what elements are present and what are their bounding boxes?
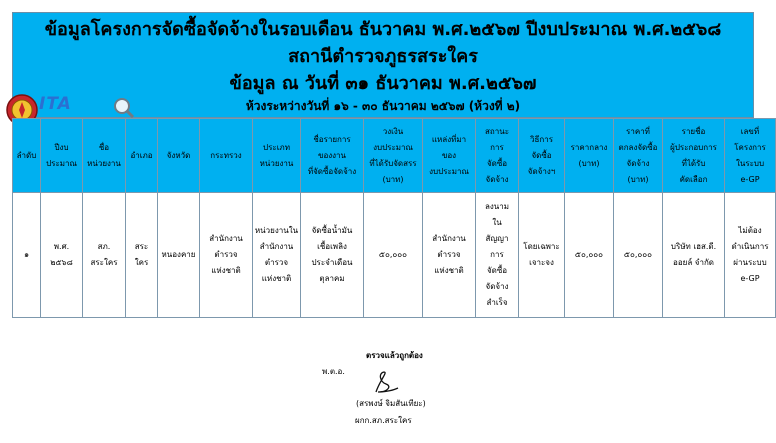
signer-name: (สรพงษ์ จิมสันเทียะ) <box>356 399 426 408</box>
column-header: สถานะ การ จัดซื้อ จัดจ้าง <box>476 119 519 193</box>
table-cell: ๕๐,๐๐๐ <box>565 193 614 318</box>
table-cell: สระ ใคร <box>126 193 158 318</box>
column-header: ชื่อ หน่วยงาน <box>83 119 126 193</box>
verified-label: ตรวจแล้วถูกต้อง <box>366 351 423 360</box>
signer-position: ผกก.สภ.สระใคร <box>355 416 412 425</box>
table-cell: ๕๐,๐๐๐ <box>364 193 423 318</box>
table-row <box>13 193 776 318</box>
column-header: วงเงิน งบประมาณ ที่ได้รับจัดสรร (บาท) <box>364 119 423 193</box>
table-cell: ลงนาม ใน สัญญา การ จัดซื้อ จัดจ้าง สำเร็จ <box>476 193 519 318</box>
column-header: รายชื่อ ผู้ประกอบการ ที่ได้รับ คัดเลือก <box>663 119 725 193</box>
station-name: สถานีตำรวจภูธรสระใคร <box>288 46 478 67</box>
report-header <box>12 12 754 118</box>
table-cell: ๑ <box>13 193 41 318</box>
table-cell: สำนักงาน ตำรวจ แห่งชาติ <box>200 193 253 318</box>
table-cell: จัดซื้อน้ำมัน เชื้อเพลิง ประจำเดือน ตุลาคม <box>301 193 364 318</box>
column-header: วิธีการ จัดซื้อ จัดจ้างฯ <box>519 119 565 193</box>
column-header: จังหวัด <box>158 119 200 193</box>
table-cell: หนองคาย <box>158 193 200 318</box>
table-cell: หน่วยงานใน สำนักงาน ตำรวจ แห่งชาติ <box>253 193 301 318</box>
column-header: ปีงบ ประมาณ <box>41 119 83 193</box>
column-header: อำเภอ <box>126 119 158 193</box>
procurement-table <box>12 118 776 318</box>
data-date: ข้อมูล ณ วันที่ ๓๑ ธันวาคม พ.ศ.๒๕๖๗ <box>229 73 537 94</box>
column-header: เลขที่ โครงการ ในระบบ e-GP <box>725 119 776 193</box>
table-cell: โดยเฉพาะ เจาะจง <box>519 193 565 318</box>
table-cell: บริษัท เฮส.ดี. ออยล์ จำกัด <box>663 193 725 318</box>
column-header: ลำดับ <box>13 119 41 193</box>
table-header-row <box>13 119 776 193</box>
period-range: ห้วงระหว่างวันที่ ๑๖ - ๓๐ ธันวาคม ๒๕๖๗ (ห้วงที่ ๒) <box>245 99 521 113</box>
table-cell: ๕๐,๐๐๐ <box>614 193 663 318</box>
column-header: ราคาที่ ตกลงจัดซื้อ จัดจ้าง (บาท) <box>614 119 663 193</box>
table-cell: พ.ศ. ๒๕๖๘ <box>41 193 83 318</box>
signer-rank: พ.ต.อ. <box>322 367 345 376</box>
handwritten-signature <box>366 370 402 396</box>
column-header: แหล่งที่มา ของ งบประมาณ <box>423 119 476 193</box>
magnifier-icon <box>111 97 135 119</box>
table-cell: ไม่ต้อง ดำเนินการ ผ่านระบบ e-GP <box>725 193 776 318</box>
table-cell: สำนักงาน ตำรวจ แห่งชาติ <box>423 193 476 318</box>
column-header: ราคากลาง (บาท) <box>565 119 614 193</box>
column-header: กระทรวง <box>200 119 253 193</box>
column-header: ประเภท หน่วยงาน <box>253 119 301 193</box>
ita-logo-icon: ITA <box>39 94 72 114</box>
report-title: ข้อมูลโครงการจัดซื้อจัดจ้างในรอบเดือน ธันวาคม พ.ศ.๒๕๖๗ ปีงบประมาณ พ.ศ.๒๕๖๘ <box>44 19 722 40</box>
column-header: ชื่อรายการ ของงาน ที่จัดซื้อจัดจ้าง <box>301 119 364 193</box>
table-cell: สภ. สระใคร <box>83 193 126 318</box>
